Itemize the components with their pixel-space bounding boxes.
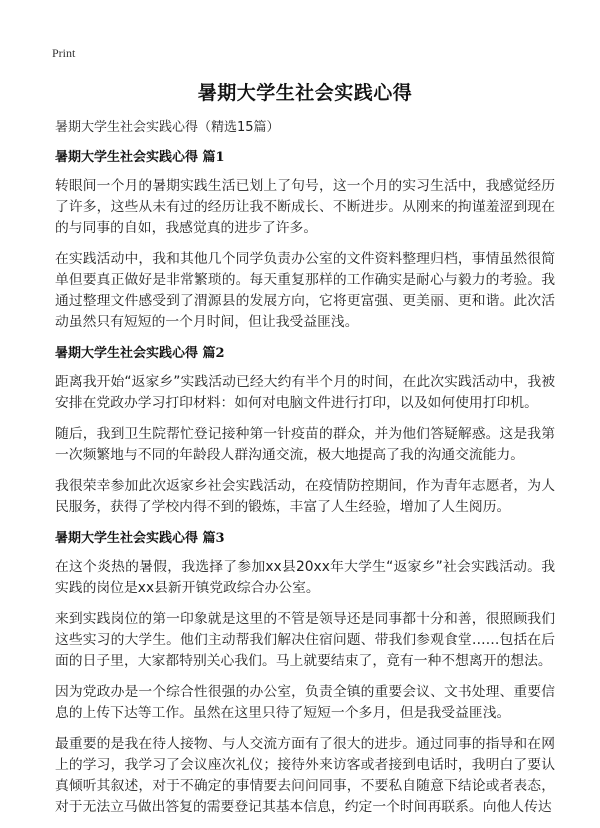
- paragraph: 我很荣幸参加此次返家乡社会实践活动，在疫情防控期间，作为青年志愿者，为人民服务，获得了学校内得不到的锻炼，丰富了人生经验，增加了人生阅历。: [55, 478, 555, 515]
- paragraph: 最重要的是我在待人接物、与人交流方面有了很大的进步。通过同事的指导和在网上的学习，我学习了会议座次礼仪；接待外来访客或者接到电话时，我明白了要认真倾听其叙述，对于不确定的事情要去问问同事，不要私自随意下结论或者表态，对于无法立马做出答复的需要登记其基本信息，约定一个时间再联系。向他人传达: [55, 736, 555, 815]
- paragraph: 转眼间一个月的暑期实践生活已划上了句号，这一个月的实习生活中，我感觉经历了许多，这些从未有过的经历让我不断成长、不断进步。从刚来的拘谨羞涩到现在的与同事的自如，我感觉真的进步了许多。: [55, 178, 555, 236]
- document-page: [55, 78, 555, 828]
- section-heading: 暑期大学生社会实践心得 篇1: [55, 150, 225, 165]
- section-heading: 暑期大学生社会实践心得 篇2: [55, 346, 225, 361]
- paragraph: 在实践活动中，我和其他几个同学负责办公室的文件资料整理归档，事情虽然很简单但要真正做好是非常繁琐的。每天重复那样的工作确实是耐心与毅力的考验。我通过整理文件感受到了渭源县的发展方向，它将更富强、更美丽、更和谐。此次活动虽然只有短短的一个月时间，但让我受益匪浅。: [55, 251, 555, 330]
- paragraph: 在这个炎热的暑假，我选择了参加xx县20xx年大学生“返家乡”社会实践活动。我实践的岗位是xx县新开镇党政综合办公室。: [55, 559, 555, 596]
- section-3: [55, 530, 555, 818]
- paragraph: 来到实践岗位的第一印象就是这里的不管是领导还是同事都十分和善，很照顾我们这些实习的大学生。他们主动帮我们解决住宿问题、带我们参观食堂……包括在后面的日子里，大家都特别关心我们。马上就要结束了，竟有一种不想离开的想法。: [55, 611, 555, 669]
- paragraph: 因为党政办是一个综合性很强的办公室，负责全镇的重要会议、文书处理、重要信息的上传下达等工作。虽然在这里只待了短短一个多月，但是我受益匪浅。: [55, 684, 555, 721]
- section-1: [55, 149, 555, 333]
- section-heading: 暑期大学生社会实践心得 篇3: [55, 531, 225, 546]
- paragraph: 随后，我到卫生院帮忙登记接种第一针疫苗的群众，并为他们答疑解惑。这是我第一次频繁地与不同的年龄段人群沟通交流，极大地提高了我的沟通交流能力。: [55, 426, 555, 463]
- page-title: 暑期大学生社会实践心得: [197, 82, 413, 104]
- print-link[interactable]: Print: [52, 46, 76, 60]
- paragraph: 距离我开始“返家乡”实践活动已经大约有半个月的时间，在此次实践活动中，我被安排在党政办学习打印材料：如何对电脑文件进行打印，以及如何使用打印机。: [55, 374, 555, 411]
- section-2: [55, 345, 555, 518]
- document-subtitle: 暑期大学生社会实践心得（精选15篇）: [55, 120, 280, 135]
